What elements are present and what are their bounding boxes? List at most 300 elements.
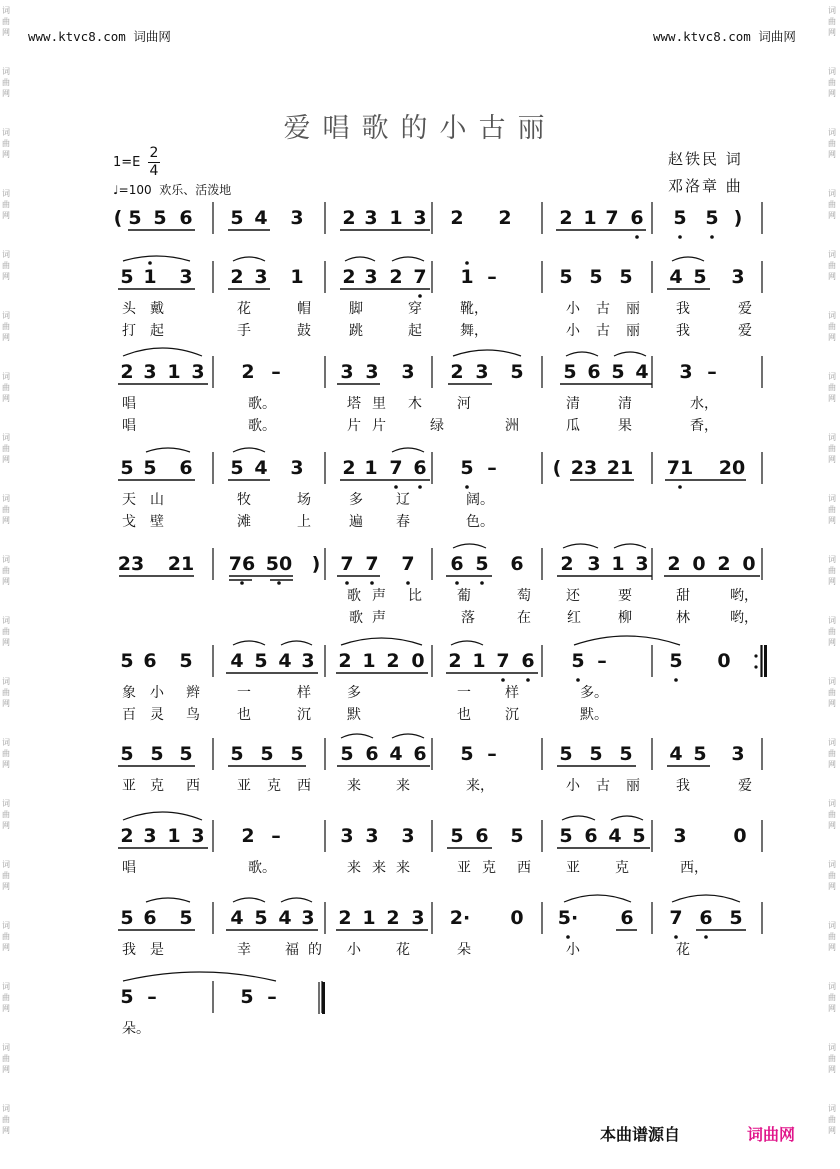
octave-dot-low	[240, 581, 244, 585]
score-note: 76	[228, 553, 256, 575]
score-note: 3	[143, 361, 157, 383]
side-watermark-char: 曲	[828, 322, 836, 331]
score-note: 5	[673, 207, 687, 229]
score-note: 5	[510, 361, 524, 383]
score-note: 5	[120, 650, 134, 672]
side-watermark-char: 词	[828, 860, 836, 869]
score-note: 5	[290, 743, 304, 765]
side-watermark-char: 网	[2, 638, 10, 647]
score-note: 2	[448, 650, 462, 672]
score-note: 2	[230, 266, 244, 288]
score-note: 5	[230, 457, 244, 479]
side-watermark-char: 曲	[828, 505, 836, 514]
side-watermark-char: 词	[828, 6, 836, 15]
side-watermark-char: 词	[828, 128, 836, 137]
side-watermark-char: 曲	[2, 627, 10, 636]
score-note: 5	[120, 743, 134, 765]
lyric-verse-2: 哟，	[730, 610, 758, 626]
side-watermark-char: 词	[2, 311, 10, 320]
side-watermark-char: 网	[2, 760, 10, 769]
score-note: 5·	[557, 907, 579, 929]
lyric-verse-2: 小	[566, 323, 580, 339]
side-watermark-char: 网	[828, 272, 836, 281]
side-watermark-char: 词	[828, 677, 836, 686]
side-watermark-char: 网	[828, 89, 836, 98]
score-note: 5	[705, 207, 719, 229]
quarter-note-icon: ♩	[113, 183, 119, 197]
side-watermark-char: 词	[2, 67, 10, 76]
score-note: 5	[611, 361, 625, 383]
lyric-verse-1: 比	[408, 588, 422, 604]
octave-dot-low	[345, 581, 349, 585]
score-note: 7	[413, 266, 427, 288]
lyric-verse-1: 丽	[626, 301, 640, 317]
side-watermark-char: 曲	[828, 932, 836, 941]
score-note: 3	[413, 207, 427, 229]
side-watermark-char: 词	[2, 494, 10, 503]
octave-dot-low	[480, 581, 484, 585]
score-note: 5	[179, 743, 193, 765]
score-note: 5	[150, 743, 164, 765]
side-watermark-char: 词	[2, 799, 10, 808]
score-note: 5	[632, 825, 646, 847]
score-note: 1	[167, 361, 181, 383]
side-watermark-char: 网	[2, 150, 10, 159]
score-note: 3	[365, 361, 379, 383]
score-note: 3	[340, 825, 354, 847]
score-note: 2	[386, 650, 400, 672]
octave-dot-low	[678, 235, 682, 239]
lyric-verse-1: 多	[347, 685, 361, 701]
score-note: 23	[117, 553, 145, 575]
octave-dot-low	[674, 678, 678, 682]
score-note: 5	[120, 457, 134, 479]
score-note: 3	[340, 361, 354, 383]
score-note: 21	[606, 457, 634, 479]
side-watermark-char: 词	[828, 189, 836, 198]
lyric-verse-2: 鼓	[297, 323, 311, 339]
lyric-verse-2: 落	[461, 610, 475, 626]
score-note: 4	[254, 457, 268, 479]
octave-dot-low	[678, 485, 682, 489]
score-note: 1	[611, 553, 625, 575]
slur	[611, 816, 643, 820]
lyric-verse-1: 阔。	[466, 492, 494, 508]
side-watermark-char: 词	[2, 1104, 10, 1113]
score-note: 5	[510, 825, 524, 847]
score-note: 5	[230, 207, 244, 229]
side-watermark-char: 网	[828, 1065, 836, 1074]
octave-dot-low	[465, 485, 469, 489]
side-watermark-char: 网	[2, 272, 10, 281]
slur	[341, 734, 373, 738]
lyric-verse-1: 小	[150, 685, 164, 701]
slur	[345, 257, 375, 261]
score-note: 3	[635, 553, 649, 575]
lyric-verse-1: 水，	[690, 396, 718, 412]
lyric-verse-2: 上	[297, 514, 311, 530]
side-watermark-char: 曲	[2, 383, 10, 392]
side-watermark-char: 曲	[2, 749, 10, 758]
octave-dot-low	[566, 935, 570, 939]
key-signature: 1=E	[113, 155, 141, 170]
score-note: 3	[290, 457, 304, 479]
score-note: 6	[510, 553, 524, 575]
score-note: 7	[365, 553, 379, 575]
side-watermark-char: 词	[828, 372, 836, 381]
lyric-verse-2: 壁	[150, 514, 164, 530]
slur	[672, 895, 740, 902]
score-note: 3	[191, 361, 205, 383]
lyric-verse-1: 天	[122, 492, 136, 508]
octave-dot-low	[710, 235, 714, 239]
lyric-verse-1: 样	[505, 685, 519, 701]
score-note: 1	[362, 907, 376, 929]
side-watermark-char: 词	[2, 677, 10, 686]
lyric-verse-2: 在	[517, 610, 531, 626]
lyric-verse-1: 哟，	[730, 588, 758, 604]
score-note: 1	[362, 650, 376, 672]
score-note: –	[597, 650, 607, 672]
score-note: 5	[254, 907, 268, 929]
score-note: 1	[472, 650, 486, 672]
lyric-verse-1: 丽	[626, 778, 640, 794]
score-note: 6	[413, 457, 427, 479]
score-note: 5	[475, 553, 489, 575]
score-note: 3	[679, 361, 693, 383]
side-watermark-char: 词	[828, 311, 836, 320]
lyric-verse-1: 还	[566, 588, 580, 604]
lyric-verse-1: 来	[396, 778, 410, 794]
score-note: 5	[340, 743, 354, 765]
lyric-verse-1: 亚	[566, 860, 580, 876]
lyric-verse-1: 要	[618, 588, 632, 604]
slur	[233, 898, 265, 902]
score-note: 5	[460, 457, 474, 479]
lyric-verse-1: 甜	[676, 588, 690, 604]
side-watermark-char: 词	[2, 616, 10, 625]
side-watermark-char: 词	[2, 189, 10, 198]
lyric-verse-2: 也	[457, 707, 471, 723]
score-note: 2	[120, 361, 134, 383]
lyric-verse-1: 爱	[738, 301, 752, 317]
lyric-verse-2: 跳	[349, 323, 363, 339]
octave-dot-low	[674, 935, 678, 939]
score-note: 3	[364, 266, 378, 288]
score-note: 0	[411, 650, 425, 672]
score-note: 5	[120, 907, 134, 929]
lyric-verse-1: 一	[237, 685, 251, 701]
score-note: 5	[589, 266, 603, 288]
score-note: 2·	[449, 907, 471, 929]
score-note: 1	[460, 266, 474, 288]
score-note: 5	[693, 266, 707, 288]
side-watermark-char: 曲	[2, 322, 10, 331]
side-watermark-char: 网	[828, 760, 836, 769]
lyric-verse-1: 爱	[738, 778, 752, 794]
lyric-verse-2: 沉	[505, 707, 519, 723]
side-watermark-char: 曲	[2, 444, 10, 453]
lyric-verse-1: 古	[596, 301, 610, 317]
octave-dot-high	[465, 261, 469, 265]
lyric-verse-2: 色。	[466, 514, 494, 530]
lyric-verse-2: 歌	[349, 610, 363, 626]
side-watermark-char: 网	[2, 699, 10, 708]
lyric-verse-1: 唱	[122, 396, 136, 412]
score-note: –	[271, 825, 281, 847]
score-note: 0	[717, 650, 731, 672]
lyric-verse-1: 歌	[347, 588, 361, 604]
score-note: 6	[699, 907, 713, 929]
score-note: 3	[191, 825, 205, 847]
side-watermark-char: 词	[828, 250, 836, 259]
expression-mark: 欢乐、活泼地	[159, 183, 232, 197]
score-note: 2	[241, 825, 255, 847]
score-note: (	[113, 207, 123, 229]
score-note: 3	[143, 825, 157, 847]
side-watermark-char: 网	[828, 516, 836, 525]
score-note: )	[733, 207, 743, 229]
lyric-verse-2: 起	[150, 323, 164, 339]
side-watermark-char: 曲	[2, 688, 10, 697]
side-watermark-char: 曲	[2, 932, 10, 941]
slur	[392, 448, 424, 452]
repeat-bar-thick	[764, 645, 767, 677]
slur	[562, 816, 595, 820]
time-signature-top: 2	[149, 145, 159, 161]
footer-source-name: 词曲网	[747, 1125, 796, 1144]
score-note: 4	[608, 825, 622, 847]
lyric-verse-2: 也	[237, 707, 251, 723]
side-watermark-char: 曲	[828, 17, 836, 26]
lyric-verse-1: 穿	[408, 301, 422, 317]
score-note: 7	[389, 457, 403, 479]
side-watermark-char: 网	[2, 516, 10, 525]
lyric-verse-2: 戈	[122, 514, 136, 530]
score-note: 5	[230, 743, 244, 765]
slur	[453, 544, 486, 548]
side-watermark-char: 词	[2, 555, 10, 564]
slur	[123, 972, 276, 981]
lyric-verse-1: 是	[150, 942, 164, 958]
score-note: 4	[635, 361, 649, 383]
score-note: 3	[179, 266, 193, 288]
lyric-verse-1: 清	[566, 396, 580, 412]
score-note: 6	[521, 650, 535, 672]
lyric-verse-2: 果	[618, 418, 632, 434]
lyric-verse-1: 克	[150, 778, 164, 794]
score-note: 6	[413, 743, 427, 765]
score-note: 7	[340, 553, 354, 575]
lyric-verse-1: 多	[349, 492, 363, 508]
lyric-verse-2: 丽	[626, 323, 640, 339]
slur	[392, 734, 424, 738]
side-watermark-char: 词	[2, 921, 10, 930]
side-watermark-char: 曲	[2, 566, 10, 575]
score-note: 1	[583, 207, 597, 229]
side-watermark-char: 网	[828, 1126, 836, 1135]
header-watermark-left: www.ktvc8.com 词曲网	[28, 29, 171, 44]
score-note: –	[707, 361, 717, 383]
octave-dot-low	[635, 235, 639, 239]
octave-dot-low	[370, 581, 374, 585]
lyric-verse-1: 亚	[122, 778, 136, 794]
side-watermark-char: 网	[2, 943, 10, 952]
octave-dot-low	[576, 678, 580, 682]
lyric-verse-1: 葡	[457, 588, 471, 604]
side-watermark-char: 网	[828, 28, 836, 37]
side-watermark-char: 曲	[828, 627, 836, 636]
side-watermark-char: 曲	[2, 871, 10, 880]
lyric-verse-1: 西	[186, 778, 200, 794]
lyric-verse-1: 靴，	[460, 301, 488, 317]
slur	[563, 544, 598, 548]
score-note: 2	[389, 266, 403, 288]
score-note: 6	[179, 207, 193, 229]
score-note: 5	[120, 986, 134, 1008]
side-watermark-char: 词	[828, 982, 836, 991]
score-note: –	[147, 986, 157, 1008]
lyric-verse-1: 清	[618, 396, 632, 412]
lyric-verse-2: 滩	[237, 514, 251, 530]
score-note: 1	[389, 207, 403, 229]
score-note: 3	[731, 743, 745, 765]
side-watermark-char: 词	[2, 433, 10, 442]
lyric-verse-2: 片	[372, 418, 386, 434]
score-note: 5	[571, 650, 585, 672]
lyric-verse-1: 牧	[237, 492, 251, 508]
score-note: 6	[143, 650, 157, 672]
lyric-verse-1: 小	[566, 301, 580, 317]
score-note: 2	[498, 207, 512, 229]
octave-dot-low	[418, 485, 422, 489]
side-watermark-char: 曲	[2, 17, 10, 26]
slur	[341, 638, 422, 645]
lyric-verse-2: 遍	[349, 514, 363, 530]
side-watermark-char: 曲	[2, 993, 10, 1002]
slur	[614, 352, 646, 356]
score-note: 6	[630, 207, 644, 229]
lyric-verse-1: 西，	[680, 860, 708, 876]
octave-dot-low	[526, 678, 530, 682]
score-note: –	[487, 266, 497, 288]
side-watermark-char: 曲	[828, 261, 836, 270]
side-watermark-char: 曲	[2, 505, 10, 514]
slur	[453, 350, 521, 356]
slur	[281, 641, 312, 645]
score-note: 4	[669, 266, 683, 288]
slur	[123, 256, 190, 261]
slur	[233, 448, 265, 452]
lyric-verse-1: 辫	[186, 685, 200, 701]
lyric-verse-1: 头	[122, 301, 136, 317]
octave-dot-low	[406, 581, 410, 585]
side-watermark-char: 曲	[828, 200, 836, 209]
slur	[574, 636, 680, 645]
side-watermark-char: 曲	[828, 993, 836, 1002]
lyric-verse-1: 克	[267, 778, 281, 794]
side-watermark-char: 曲	[828, 566, 836, 575]
score-note: 1	[167, 825, 181, 847]
lyric-verse-2: 香，	[690, 418, 718, 434]
score-note: 4	[278, 650, 292, 672]
side-watermark-char: 网	[828, 211, 836, 220]
lyric-verse-1: 辽	[396, 492, 410, 508]
slur	[451, 641, 483, 645]
score-note: 5	[559, 266, 573, 288]
lyric-verse-1: 小	[566, 942, 580, 958]
score-note: 4	[278, 907, 292, 929]
lyric-verse-1: 多。	[580, 685, 608, 701]
lyric-verse-1: 幸	[237, 942, 251, 958]
lyric-verse-2: 古	[596, 323, 610, 339]
slur	[233, 641, 265, 645]
side-watermark-char: 网	[828, 577, 836, 586]
repeat-dot	[754, 665, 757, 668]
lyric-verse-1: 脚	[349, 301, 363, 317]
lyric-verse-2: 舞，	[460, 323, 488, 339]
footer-source-label: 本曲谱源自	[600, 1125, 681, 1144]
score-note: 0	[510, 907, 524, 929]
lyric-verse-2: 爱	[738, 323, 752, 339]
score-note: 6	[587, 361, 601, 383]
score-note: 4	[254, 207, 268, 229]
score-note: –	[271, 361, 281, 383]
score-note: 2	[342, 457, 356, 479]
score-note: 7	[401, 553, 415, 575]
side-watermark-char: 网	[2, 333, 10, 342]
score-note: 23	[570, 457, 598, 479]
score-note: 5	[559, 825, 573, 847]
score-note: 20	[718, 457, 746, 479]
lyric-verse-2: 灵	[150, 707, 164, 723]
side-watermark-char: 词	[828, 555, 836, 564]
score-note: 6	[179, 457, 193, 479]
lyric-verse-1: 小	[347, 942, 361, 958]
side-watermark-char: 曲	[2, 810, 10, 819]
score-note: 5	[179, 650, 193, 672]
lyric-verse-2: 林	[676, 610, 690, 626]
score-note: 5	[254, 650, 268, 672]
lyric-verse-1: 帽	[297, 301, 311, 317]
lyric-verse-1: 我	[676, 301, 690, 317]
score-note: 4	[230, 907, 244, 929]
score-note: 5	[619, 743, 633, 765]
score-note: 5	[143, 457, 157, 479]
side-watermark-char: 网	[828, 150, 836, 159]
lyric-verse-1: 我	[122, 942, 136, 958]
score-note: 6	[620, 907, 634, 929]
side-watermark-char: 网	[828, 638, 836, 647]
lyric-verse-2: 起	[408, 323, 422, 339]
slur	[146, 448, 190, 452]
lyric-verse-1: 西	[517, 860, 531, 876]
lyric-verse-2: 春	[396, 514, 410, 530]
side-watermark-char: 曲	[2, 261, 10, 270]
header-watermark-right: www.ktvc8.com 词曲网	[653, 29, 796, 44]
slur	[123, 348, 202, 356]
side-watermark-char: 曲	[828, 444, 836, 453]
side-watermark-char: 曲	[828, 871, 836, 880]
lyric-verse-1: 歌。	[248, 396, 276, 412]
side-watermark-char: 网	[2, 1126, 10, 1135]
score-note: 1	[364, 457, 378, 479]
score-note: 5	[179, 907, 193, 929]
score-note: 5	[669, 650, 683, 672]
lyric-verse-2: 百	[122, 707, 136, 723]
side-watermark-char: 网	[828, 394, 836, 403]
side-watermark-char: 网	[2, 577, 10, 586]
